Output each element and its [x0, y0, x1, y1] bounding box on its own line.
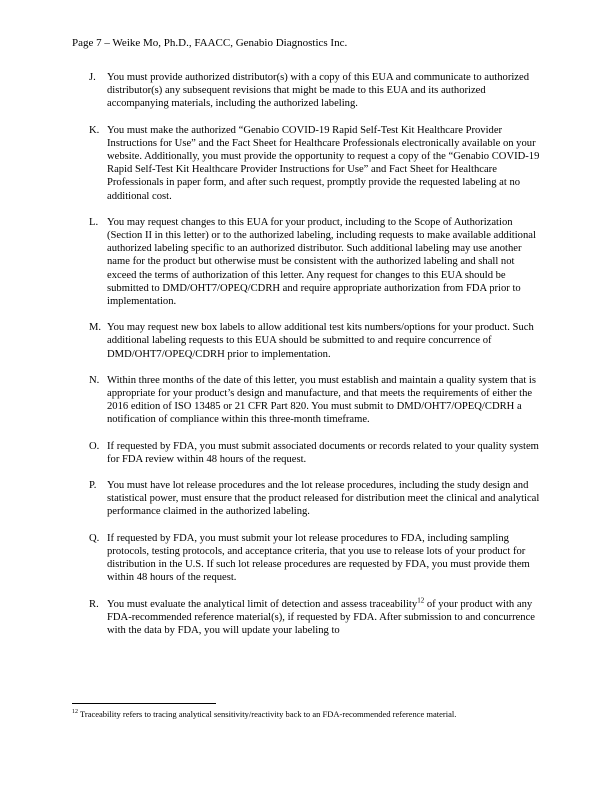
- condition-j: [89, 71, 540, 111]
- item-text: You may request new box labels to allow additional test kits numbers/options for your product. Such additional labeling requests to this EUA should be submitted to and require concurrence of DMD/OHT7/OPEQ/CDRH prior to implementation.: [107, 322, 534, 360]
- item-letter: P.: [89, 480, 97, 492]
- item-text-after: of your product with any FDA-recommended reference material(s), if requested by FDA. After submission to and concurrence with the data by FDA, you will update your labeling to: [107, 598, 536, 636]
- item-letter: M.: [89, 322, 102, 334]
- page-header: Page 7 – Weike Mo, Ph.D., FAACC, Genabio Diagnostics Inc.: [72, 37, 348, 49]
- item-letter: R.: [89, 598, 99, 610]
- footnote-number: 12: [72, 709, 78, 716]
- condition-n: [89, 374, 540, 427]
- condition-m: [89, 321, 540, 361]
- item-letter: Q.: [89, 532, 100, 544]
- condition-r: [89, 595, 540, 638]
- item-text: If requested by FDA, you must submit your lot release procedures to FDA, including sampling protocols, testing protocols, and acceptance criteria, that you use to release lots of your product for distribution in the U.S. If such lot release procedures are requested by FDA, you must provide them within 48 hours of the request.: [107, 532, 530, 584]
- item-text: If requested by FDA, you must submit associated documents or records related to your quality system for FDA review within 48 hours of the request.: [107, 440, 539, 465]
- item-letter: N.: [89, 374, 100, 386]
- item-text: You must provide authorized distributor(s) with a copy of this EUA and communicate to authorized distributor(s) any subsequent revisions that might be made to this EUA and its authorized accompanying materials, including the authorized labeling.: [107, 72, 530, 110]
- conditions-list: [89, 71, 540, 650]
- item-text: [107, 595, 540, 638]
- condition-o: [89, 440, 540, 466]
- condition-q: [89, 532, 540, 585]
- item-text: You must have lot release procedures and the lot release procedures, including the study design and statistical power, must ensure that the product released for distribution meet the clinical and analytical performance claimed in the authorized labeling.: [107, 480, 540, 518]
- item-letter: L.: [89, 216, 99, 228]
- condition-k: [89, 124, 540, 203]
- item-letter: J.: [89, 72, 96, 83]
- item-text-before: You must evaluate the analytical limit of detection and assess traceability: [107, 598, 418, 610]
- item-text: Within three months of the date of this letter, you must establish and maintain a quality system that is appropriate for your product’s design and manufacture, and that meets the requirements of either the 2016 edition of ISO 13485 or 21 CFR Part 820. You must submit to DMD/OHT7/OPEQ/CDRH a notification of compliance within this three-month timeframe.: [107, 374, 536, 426]
- condition-l: [89, 216, 540, 308]
- footnote-divider: [72, 703, 216, 704]
- item-letter: K.: [89, 124, 100, 136]
- item-letter: O.: [89, 440, 100, 452]
- footnote-text: Traceability refers to tracing analytical sensitivity/reactivity back to an FDA-recommended reference material.: [78, 709, 457, 719]
- condition-p: [89, 479, 540, 519]
- item-text: You must make the authorized “Genabio COVID-19 Rapid Self-Test Kit Healthcare Provider Instructions for Use” and the Fact Sheet for Healthcare Professionals electronically available on your website. Additionally, you must provide the opportunity to request a copy of the “Genabio COVID-19 Rapid Self-Test Kit Healthcare Provider Instructions for Use” and Fact Sheet for Healthcare Professionals in paper form, and after such request, promptly provide the requested labeling at no additional cost.: [107, 124, 540, 202]
- footnote: [72, 709, 542, 720]
- item-text: You may request changes to this EUA for your product, including to the Scope of Authorization (Section II in this letter) or to the authorized labeling, including requests to make available additional authorized labeling specific to an authorized distributor. Such additional labeling may use another name for the product but otherwise must be consistent with the authorized labeling and shall not exceed the terms of authorization of this letter. Any request for changes to this EUA should be submitted to DMD/OHT7/OPEQ/CDRH and require appropriate authorization from FDA prior to implementation.: [107, 216, 536, 308]
- footnote-ref[interactable]: 12: [417, 595, 425, 604]
